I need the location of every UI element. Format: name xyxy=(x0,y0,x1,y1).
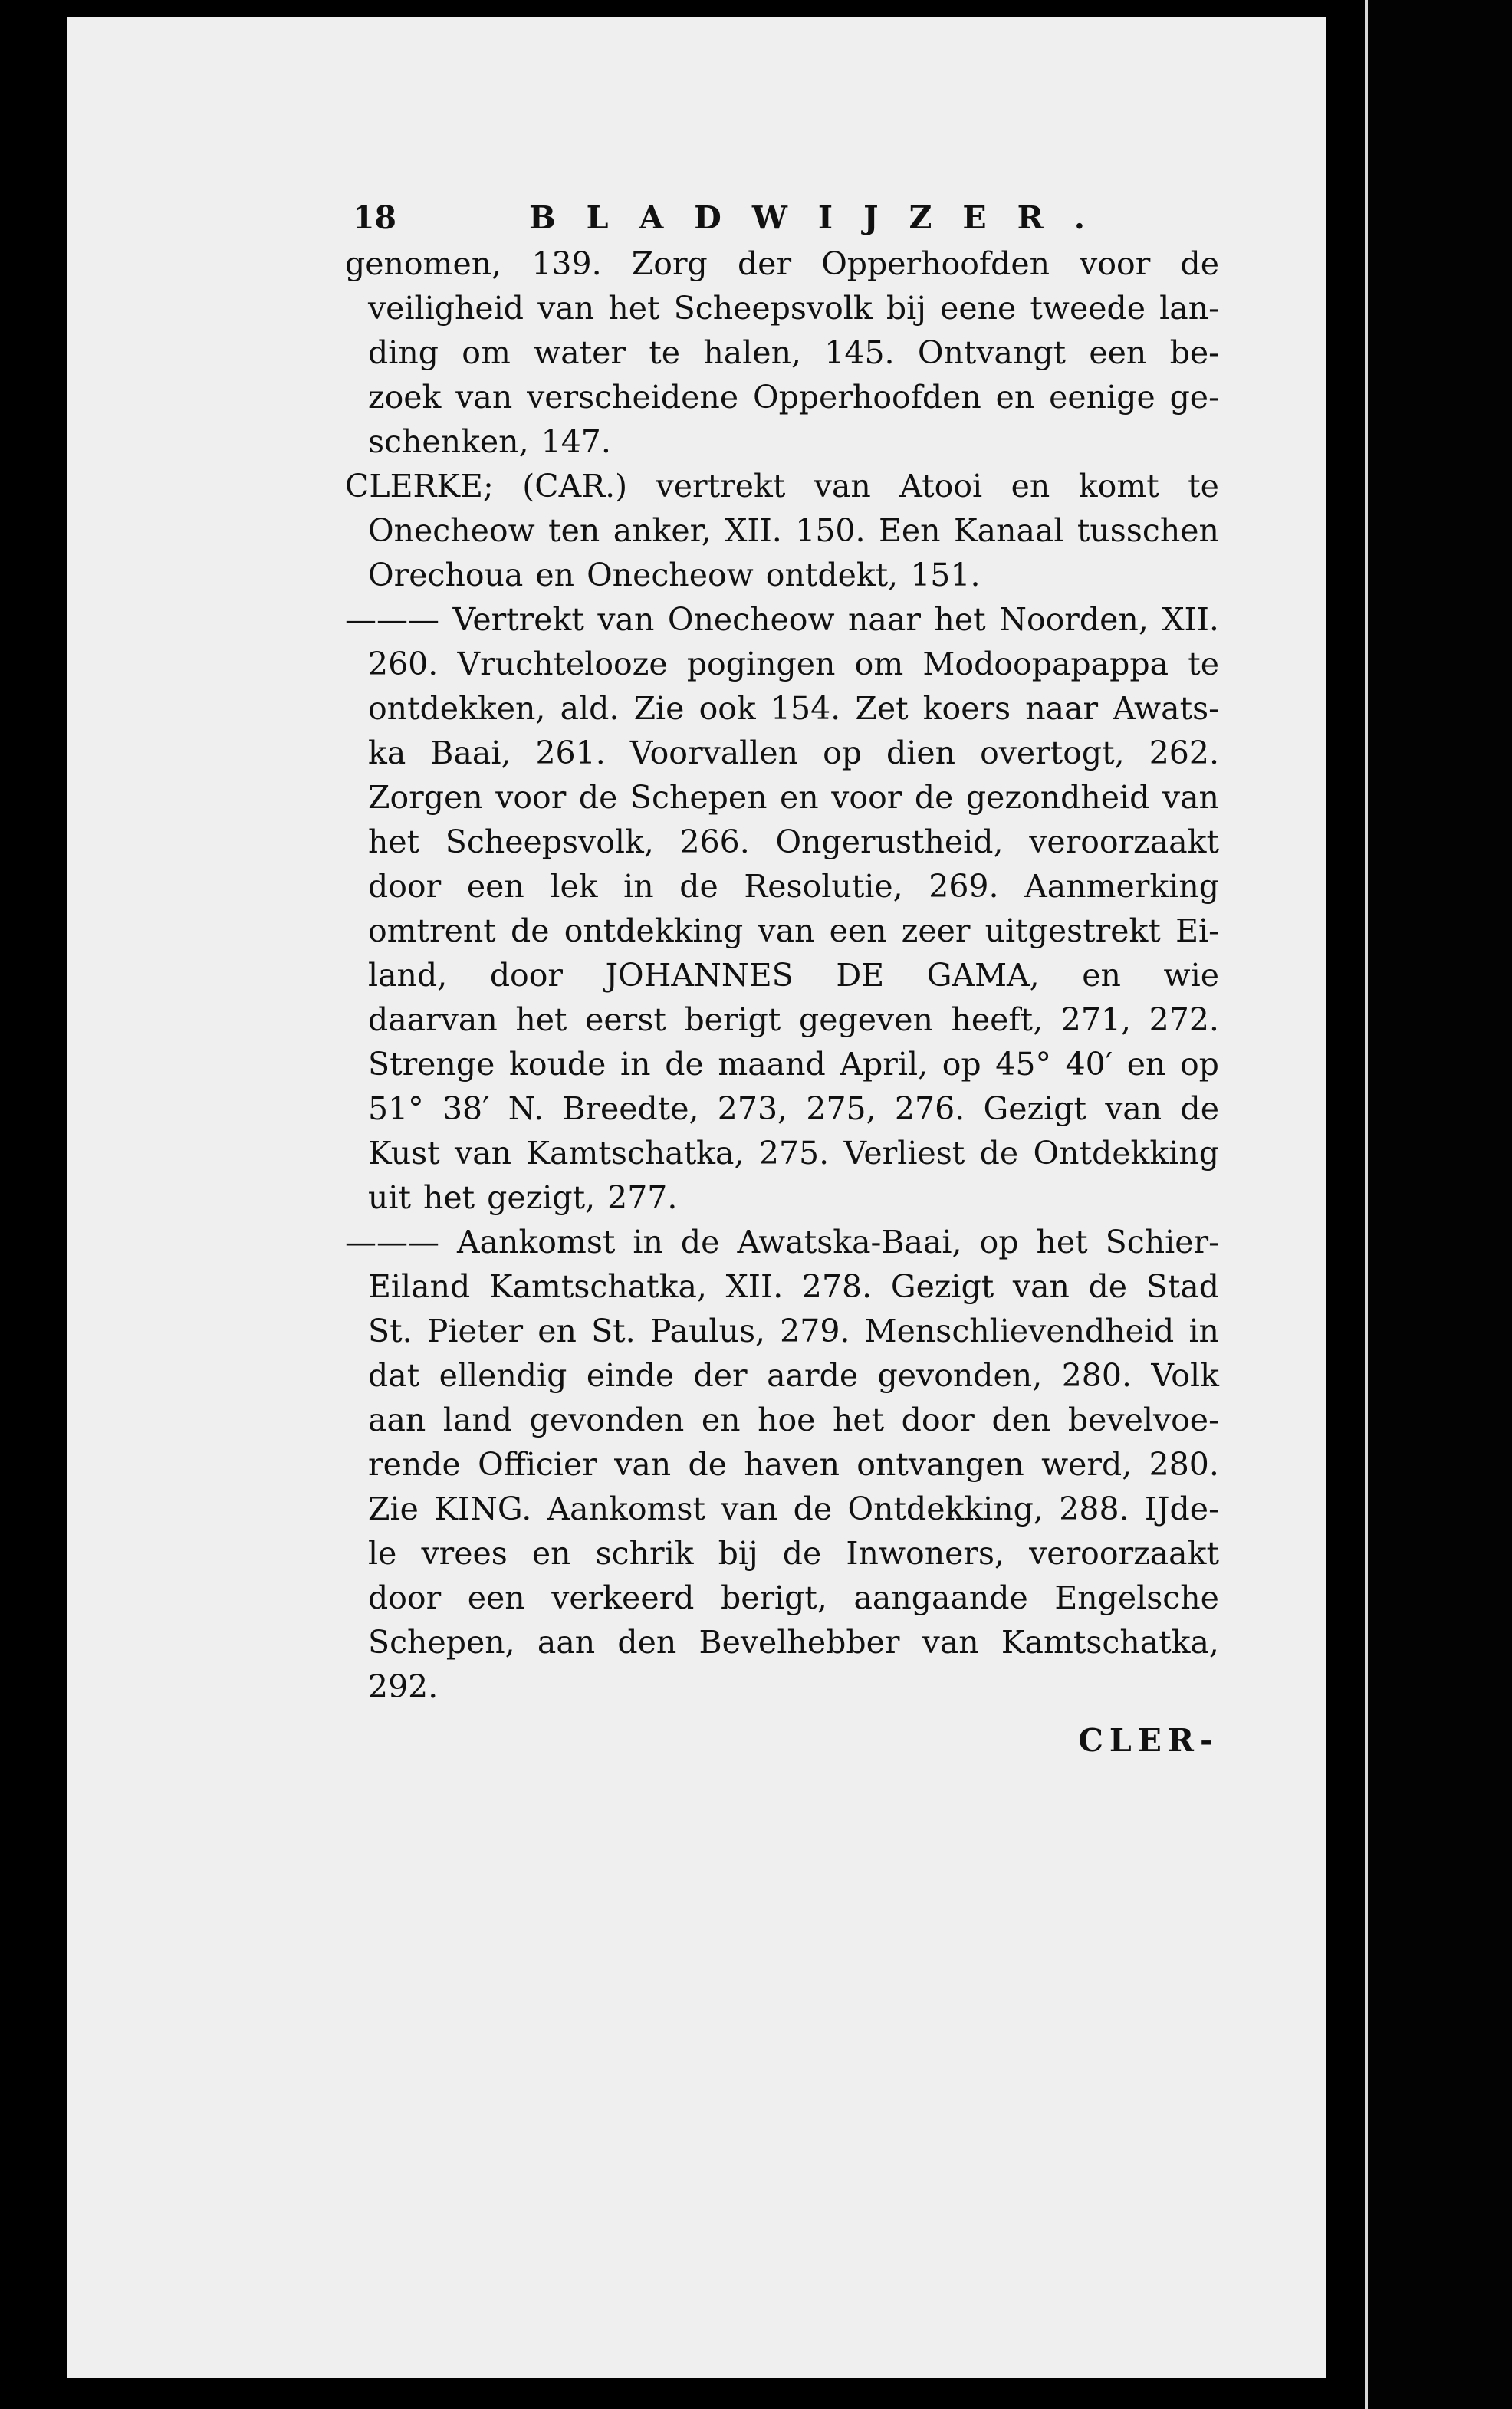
word: Aankomst xyxy=(547,1490,705,1527)
word: Volk xyxy=(1151,1357,1219,1394)
word: ding xyxy=(368,334,439,371)
word: haven xyxy=(744,1446,840,1483)
word: de xyxy=(578,779,618,816)
word: 280. xyxy=(1149,1446,1219,1483)
word: le xyxy=(368,1535,397,1572)
word: door xyxy=(368,1579,442,1616)
word: gezigt, xyxy=(487,1179,596,1216)
word: en xyxy=(531,1535,571,1572)
word: Gezigt xyxy=(983,1090,1086,1127)
word: de xyxy=(679,868,718,905)
word: den xyxy=(991,1402,1051,1438)
word: de xyxy=(979,1135,1019,1172)
word: 278. xyxy=(801,1268,873,1305)
text-line xyxy=(345,512,1219,557)
word: (CAR.) xyxy=(522,468,628,504)
word: Paulus, xyxy=(649,1313,766,1349)
text-line xyxy=(345,1357,1219,1402)
word: halen, xyxy=(703,334,802,371)
word: de xyxy=(665,1046,704,1083)
word: van xyxy=(814,468,871,504)
word: Kamtschatka, xyxy=(526,1135,744,1172)
word: en xyxy=(701,1402,741,1438)
word: het xyxy=(608,290,660,327)
word: een xyxy=(829,912,887,949)
word: de xyxy=(510,912,550,949)
word: 276. xyxy=(894,1090,965,1127)
word: koude xyxy=(508,1046,606,1083)
text-line xyxy=(345,1179,1219,1224)
word: tweede xyxy=(1030,290,1146,327)
word: bevelvoe- xyxy=(1067,1402,1219,1438)
word: Onecheow xyxy=(587,557,754,593)
word: der xyxy=(693,1357,748,1394)
word: 139. xyxy=(531,245,602,282)
word: Menschlievendheid xyxy=(864,1313,1175,1349)
word: lek xyxy=(550,868,598,905)
word: Vertrekt xyxy=(452,601,584,638)
word: Awatska-Baai, xyxy=(737,1224,962,1260)
word: Engelsche xyxy=(1054,1579,1219,1616)
word: ald. xyxy=(560,690,620,727)
word: in xyxy=(1188,1313,1219,1349)
word: Pieter xyxy=(426,1313,524,1349)
word: veroorzaakt xyxy=(1029,1535,1219,1572)
word: eenige xyxy=(1049,379,1155,416)
word: April, xyxy=(840,1046,929,1083)
word: 288. xyxy=(1059,1490,1129,1527)
word: be- xyxy=(1169,334,1219,371)
word: 51° xyxy=(368,1090,424,1127)
word: uitgestrekt xyxy=(984,912,1161,949)
word: land xyxy=(442,1402,513,1438)
word: gegeven xyxy=(799,1001,933,1038)
word: 271, xyxy=(1060,1001,1132,1038)
text-line xyxy=(345,557,1219,601)
word: Ontdekking xyxy=(1033,1135,1219,1172)
word: aarde xyxy=(767,1357,859,1394)
word: 45° xyxy=(995,1046,1051,1083)
text-line xyxy=(345,1402,1219,1446)
text-line xyxy=(345,823,1219,868)
word: op xyxy=(1180,1046,1219,1083)
word: het xyxy=(832,1402,885,1438)
word: ten xyxy=(548,512,600,549)
word: op xyxy=(823,735,863,771)
word: land, xyxy=(368,957,448,994)
word: het xyxy=(515,1001,567,1038)
word: eerst xyxy=(585,1001,666,1038)
text-line xyxy=(345,690,1219,735)
text-line xyxy=(345,423,1219,468)
word: de xyxy=(782,1535,822,1572)
word: Officier xyxy=(478,1446,597,1483)
text-line xyxy=(345,868,1219,912)
word: van xyxy=(758,912,815,949)
word: het xyxy=(934,601,986,638)
word: Kamtschatka, xyxy=(488,1268,707,1305)
word: om xyxy=(854,646,904,682)
word: Noorden, xyxy=(999,601,1149,638)
word: en xyxy=(535,557,575,593)
word: ka xyxy=(368,735,406,771)
word: gezondheid xyxy=(965,779,1150,816)
text-line xyxy=(345,735,1219,779)
word: de xyxy=(1180,1090,1219,1127)
word: JOHANNES xyxy=(605,957,794,994)
word: Baai, xyxy=(430,735,511,771)
word: eene xyxy=(940,290,1017,327)
word: ——— xyxy=(345,601,439,638)
word: vrees xyxy=(421,1535,508,1572)
word: GAMA, xyxy=(926,957,1040,994)
word: in xyxy=(620,1046,651,1083)
word: Opperhoofden xyxy=(752,379,981,416)
word: ontdekking xyxy=(564,912,744,949)
word: Opperhoofden xyxy=(821,245,1050,282)
word: Schepen xyxy=(629,779,768,816)
word: schenken, xyxy=(368,423,529,460)
word: schrik xyxy=(595,1535,694,1572)
word: aan xyxy=(368,1402,426,1438)
text-line xyxy=(345,1135,1219,1179)
word: de xyxy=(1180,245,1219,282)
word: ge- xyxy=(1169,379,1219,416)
word: Ei- xyxy=(1175,912,1219,949)
running-title: BLADWIJZER. xyxy=(529,199,1116,236)
word: genomen, xyxy=(345,245,502,282)
word: N. xyxy=(508,1090,544,1127)
word: 150. xyxy=(795,512,866,549)
word: Zet xyxy=(855,690,909,727)
word: zeer xyxy=(901,912,971,949)
word: 292. xyxy=(368,1668,439,1705)
word: op xyxy=(979,1224,1019,1260)
word: van xyxy=(922,1624,979,1661)
word: water xyxy=(534,334,626,371)
word: te xyxy=(649,334,681,371)
word: een xyxy=(466,868,524,905)
word: aan xyxy=(537,1624,596,1661)
page-number: 18 xyxy=(353,199,397,236)
word: St. xyxy=(591,1313,636,1349)
word: de xyxy=(793,1490,833,1527)
word: Ontvangt xyxy=(917,334,1067,371)
word: Kanaal xyxy=(954,512,1064,549)
word: Ontdekking, xyxy=(847,1490,1044,1527)
text-line xyxy=(345,379,1219,423)
word: 262. xyxy=(1149,735,1219,771)
word: einde xyxy=(586,1357,675,1394)
text-line xyxy=(345,290,1219,334)
word: der xyxy=(737,245,792,282)
word: bij xyxy=(886,290,926,327)
word: naar xyxy=(1025,690,1099,727)
word: 269. xyxy=(929,868,999,905)
word: Schepen, xyxy=(368,1624,515,1661)
word: Modoopapappa xyxy=(922,646,1169,682)
word: en xyxy=(1082,957,1121,994)
word: anker, xyxy=(613,512,712,549)
catchword: CLER- xyxy=(1078,1722,1219,1759)
text-line xyxy=(345,1268,1219,1313)
word: hoe xyxy=(758,1402,816,1438)
word: 154. xyxy=(770,690,841,727)
text-line xyxy=(345,1001,1219,1046)
word: XII. xyxy=(725,512,782,549)
word: ellendig xyxy=(439,1357,567,1394)
word: IJde- xyxy=(1144,1490,1219,1527)
text-line xyxy=(345,779,1219,823)
word: het xyxy=(1036,1224,1088,1260)
page-text xyxy=(345,199,1219,1766)
text-line xyxy=(345,1090,1219,1135)
word: 261. xyxy=(535,735,606,771)
word: bij xyxy=(718,1535,758,1572)
word: omtrent xyxy=(368,912,496,949)
word: en xyxy=(537,1313,577,1349)
word: heeft, xyxy=(951,1001,1044,1038)
word: berigt, xyxy=(720,1579,827,1616)
word: Onecheow xyxy=(368,512,535,549)
text-line xyxy=(345,1624,1219,1668)
word: van xyxy=(1105,1090,1162,1127)
word: 266. xyxy=(679,823,750,860)
word: Resolutie, xyxy=(744,868,903,905)
word: Inwoners, xyxy=(846,1535,1005,1572)
word: 275. xyxy=(758,1135,830,1172)
index-entries xyxy=(345,245,1219,1713)
word: het xyxy=(423,1179,475,1216)
word: de xyxy=(680,1224,720,1260)
text-line xyxy=(345,912,1219,957)
word: dat xyxy=(368,1357,420,1394)
word: Breedte, xyxy=(562,1090,699,1127)
word: van xyxy=(455,379,513,416)
word: het xyxy=(368,823,420,860)
word: voor xyxy=(495,779,567,816)
text-line xyxy=(345,646,1219,690)
word: Zie xyxy=(368,1490,419,1527)
word: uit xyxy=(368,1179,411,1216)
word: ontdekt, xyxy=(765,557,899,593)
text-line xyxy=(345,957,1219,1001)
word: gevonden, xyxy=(877,1357,1043,1394)
word: veroorzaakt xyxy=(1029,823,1219,860)
word: op xyxy=(942,1046,981,1083)
word: lan- xyxy=(1159,290,1219,327)
word: veiligheid xyxy=(368,290,524,327)
word: ——— xyxy=(345,1224,439,1260)
word: Aankomst xyxy=(457,1224,616,1260)
text-line xyxy=(345,1579,1219,1624)
word: en xyxy=(780,779,819,816)
word: Orechoua xyxy=(368,557,524,593)
word: zoek xyxy=(368,379,442,416)
word: Voorvallen xyxy=(629,735,799,771)
text-line xyxy=(345,1490,1219,1535)
word: een xyxy=(1089,334,1147,371)
text-line xyxy=(345,1313,1219,1357)
word: van xyxy=(597,601,655,638)
word: Zorg xyxy=(631,245,708,282)
text-line xyxy=(345,601,1219,646)
word: Onecheow xyxy=(667,601,835,638)
word: van xyxy=(537,290,595,327)
text-line xyxy=(345,1046,1219,1090)
text-line xyxy=(345,1668,1219,1713)
page-header xyxy=(353,199,1219,245)
word: door xyxy=(901,1402,975,1438)
word: XII. xyxy=(1162,601,1219,638)
word: 277. xyxy=(607,1179,678,1216)
word: den xyxy=(617,1624,677,1661)
word: overtogt, xyxy=(980,735,1125,771)
word: koers xyxy=(922,690,1011,727)
word: 279. xyxy=(780,1313,850,1349)
word: Schier- xyxy=(1105,1224,1219,1260)
word: Strenge xyxy=(368,1046,495,1083)
word: Ongerustheid, xyxy=(775,823,1004,860)
word: voor xyxy=(1080,245,1151,282)
word: een xyxy=(467,1579,525,1616)
word: en xyxy=(1126,1046,1166,1083)
word: dien xyxy=(886,735,956,771)
word: van xyxy=(1162,779,1219,816)
word: aangaande xyxy=(853,1579,1028,1616)
word: de xyxy=(688,1446,727,1483)
word: te xyxy=(1188,468,1219,504)
word: 38′ xyxy=(442,1090,490,1127)
word: 272. xyxy=(1149,1001,1219,1038)
word: voor xyxy=(831,779,902,816)
word: werd, xyxy=(1041,1446,1132,1483)
word: Kamtschatka, xyxy=(1001,1624,1219,1661)
word: 147. xyxy=(541,423,611,460)
word: XII. xyxy=(725,1268,784,1305)
word: Zie xyxy=(633,690,685,727)
text-line xyxy=(345,334,1219,379)
text-line xyxy=(345,1224,1219,1268)
word: Aanmerking xyxy=(1024,868,1219,905)
word: naar xyxy=(848,601,921,638)
word: van xyxy=(1012,1268,1070,1305)
word: van xyxy=(614,1446,672,1483)
text-line xyxy=(345,468,1219,512)
word: vertrekt xyxy=(656,468,786,504)
word: rende xyxy=(368,1446,461,1483)
word: St. xyxy=(368,1313,413,1349)
text-line xyxy=(345,1535,1219,1579)
word: 145. xyxy=(824,334,895,371)
word: Verliest xyxy=(843,1135,965,1172)
word: berigt xyxy=(684,1001,781,1038)
word: om xyxy=(462,334,511,371)
text-line xyxy=(345,1446,1219,1490)
word: maand xyxy=(718,1046,826,1083)
word: Gezigt xyxy=(890,1268,994,1305)
word: door xyxy=(489,957,564,994)
word: en xyxy=(995,379,1035,416)
word: en xyxy=(1011,468,1050,504)
word: wie xyxy=(1163,957,1219,994)
text-line xyxy=(345,245,1219,290)
word: DE xyxy=(836,957,885,994)
word: Atooi xyxy=(899,468,983,504)
word: Awats- xyxy=(1113,690,1219,727)
word: komt xyxy=(1078,468,1159,504)
word: Een xyxy=(878,512,941,549)
word: ontvangen xyxy=(856,1446,1024,1483)
word: daarvan xyxy=(368,1001,498,1038)
word: van xyxy=(721,1490,778,1527)
word: de xyxy=(914,779,954,816)
word: de xyxy=(1088,1268,1128,1305)
word: 273, xyxy=(717,1090,788,1127)
word: 280. xyxy=(1061,1357,1132,1394)
word: door xyxy=(368,868,442,905)
word: CLERKE; xyxy=(345,468,494,504)
word: gevonden xyxy=(529,1402,685,1438)
scan-border-right xyxy=(1368,0,1512,2409)
word: 260. xyxy=(368,646,439,682)
word: in xyxy=(633,1224,663,1260)
word: Vruchtelooze xyxy=(457,646,668,682)
word: Zorgen xyxy=(368,779,483,816)
word: verscheidene xyxy=(527,379,739,416)
word: in xyxy=(623,868,654,905)
word: verkeerd xyxy=(551,1579,695,1616)
word: tusschen xyxy=(1076,512,1219,549)
word: 151. xyxy=(910,557,981,593)
word: Stad xyxy=(1146,1268,1219,1305)
word: Scheepsvolk, xyxy=(445,823,654,860)
word: Eiland xyxy=(368,1268,471,1305)
word: Kust xyxy=(368,1135,440,1172)
word: 275, xyxy=(806,1090,876,1127)
word: pogingen xyxy=(686,646,836,682)
word: ontdekken, xyxy=(368,690,546,727)
word: KING. xyxy=(434,1490,532,1527)
word: Scheepsvolk xyxy=(673,290,873,327)
word: ook xyxy=(698,690,756,727)
word: Bevelhebber xyxy=(698,1624,900,1661)
word: te xyxy=(1188,646,1219,682)
word: 40′ xyxy=(1065,1046,1113,1083)
word: van xyxy=(455,1135,512,1172)
